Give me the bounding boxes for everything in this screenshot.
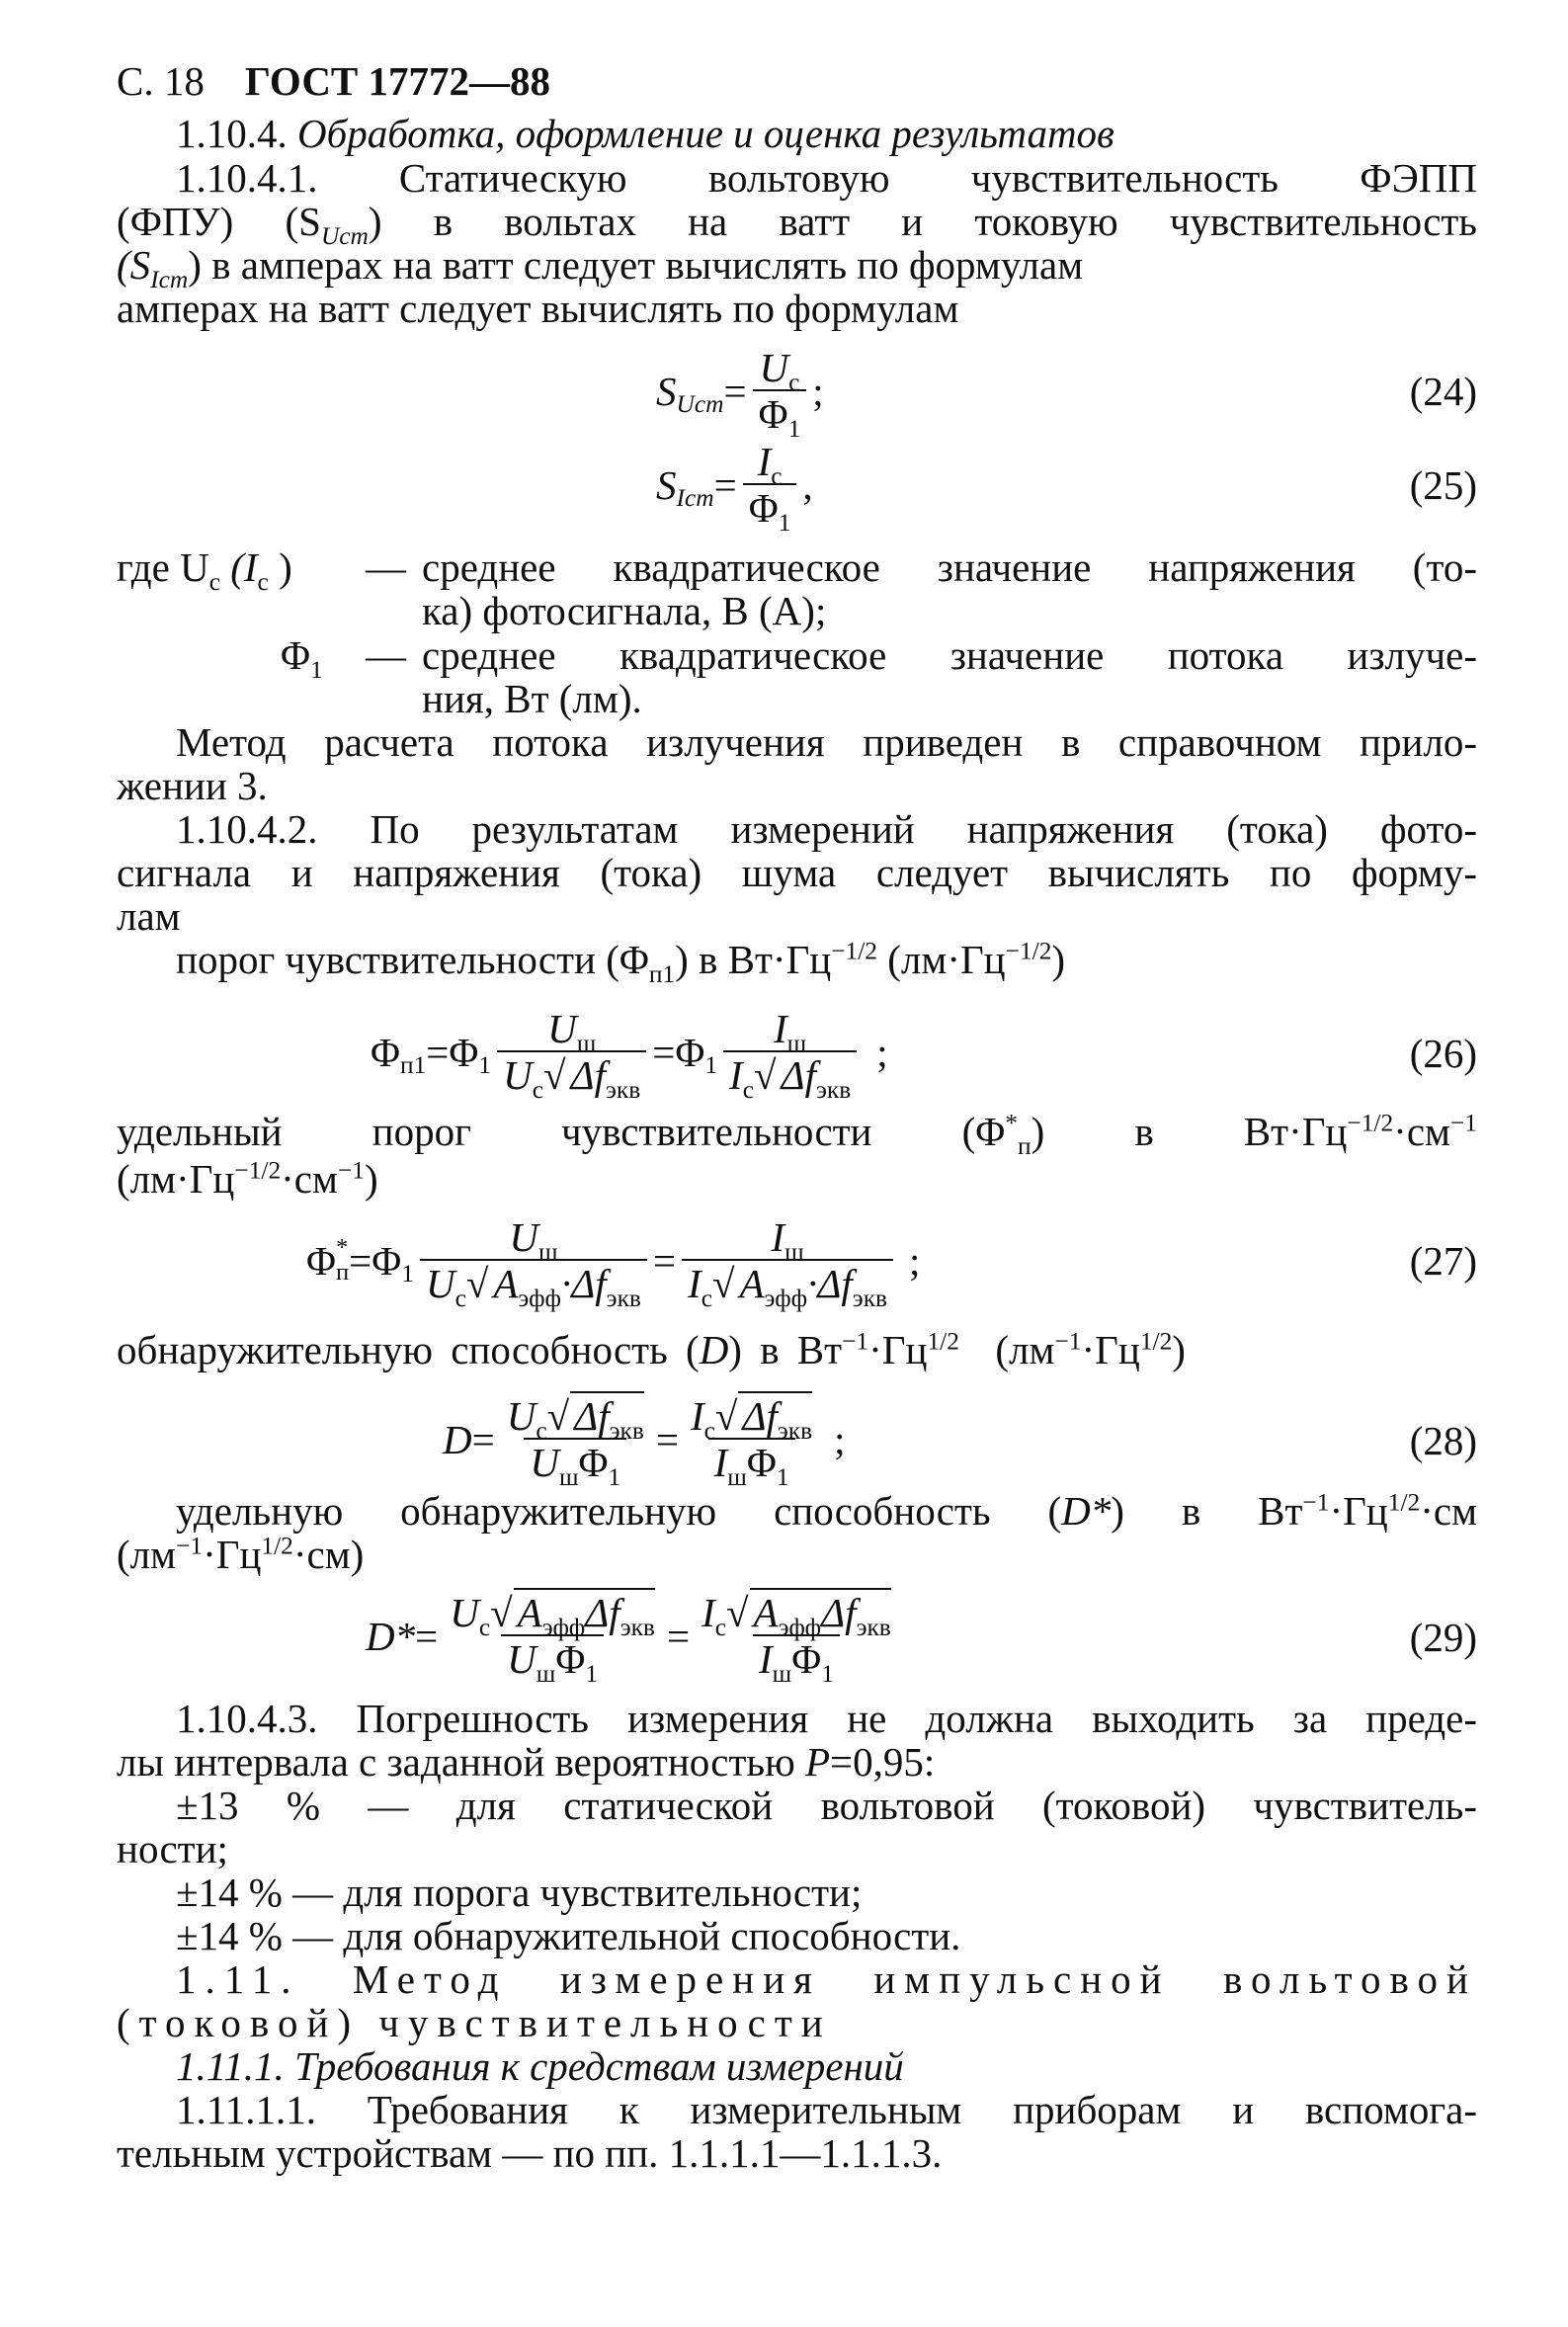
formula-number: (26): [1409, 1031, 1477, 1076]
superscript: −1/2: [234, 1156, 282, 1185]
numerator: I: [690, 1393, 704, 1439]
punctuation: ,: [802, 462, 813, 508]
subscript: с: [257, 568, 269, 597]
text: ) в Вт: [728, 1327, 843, 1372]
subscript: п1: [399, 1051, 427, 1080]
fraction: [420, 1214, 647, 1313]
fraction: [743, 439, 797, 538]
paragraph-line: жении 3.: [117, 763, 268, 808]
subscript: эфф: [541, 1614, 586, 1642]
sqrt-sign: √: [543, 1052, 566, 1098]
equals: =: [415, 1614, 439, 1659]
subscript: эфф: [778, 1614, 822, 1642]
subscript: эфф: [518, 1285, 561, 1313]
superscript: −1/2: [831, 937, 878, 965]
text: лы интервала с заданной вероятностью: [117, 1739, 805, 1785]
subscript: с: [701, 1285, 712, 1313]
superscript: −1: [1054, 1327, 1082, 1356]
text: удельный порог чувствительности (Φ: [117, 1109, 1006, 1154]
superscript: −1: [1302, 1488, 1330, 1517]
denominator: U: [507, 1636, 536, 1682]
formula-28: [443, 1393, 846, 1492]
symbol: Φ: [675, 1030, 705, 1075]
text: ·Гц: [203, 1532, 262, 1577]
subscript: экв: [815, 1076, 852, 1105]
subscript: экв: [606, 1285, 641, 1313]
symbol: D: [443, 1417, 472, 1462]
sqrt-sign: √: [546, 1393, 570, 1439]
sqrt-sign: √: [490, 1590, 513, 1635]
section-heading-1-10-4: [176, 112, 1477, 155]
denominator: Φ: [555, 1636, 586, 1682]
fraction: [685, 1393, 818, 1492]
subscript: 1: [776, 1463, 789, 1492]
subscript: 1: [821, 1660, 834, 1689]
text: ·Гц: [1329, 1488, 1388, 1534]
formula-number: (29): [1409, 1615, 1477, 1660]
subscript: ш: [786, 1030, 807, 1058]
denominator: Φ: [748, 485, 779, 531]
formula-25: [656, 439, 813, 538]
radicand: ·Δf: [807, 1261, 853, 1306]
text: ·см): [292, 1532, 365, 1577]
subscript: Uст: [676, 390, 724, 419]
paragraph-line: [117, 1157, 1477, 1201]
equals: =: [666, 1614, 691, 1659]
equals: =: [471, 1417, 495, 1462]
sqrt-sign: √: [726, 1590, 749, 1635]
text: (лм: [958, 1327, 1055, 1372]
text: порог чувствительности (Φ: [176, 937, 649, 982]
equals: =: [349, 1238, 372, 1284]
superscript: −1: [176, 1532, 204, 1560]
subscript: п: [1017, 1132, 1032, 1161]
paragraph-line: амперах на ватт следует вычислять по формулам: [117, 286, 959, 331]
paragraph-line: [176, 1489, 1477, 1533]
denominator: U: [503, 1052, 533, 1098]
symbol: Φ: [371, 1030, 400, 1075]
subscript: с: [703, 1417, 715, 1446]
radicand: Δf: [585, 1590, 620, 1635]
subscript: экв: [609, 1417, 644, 1446]
section-number: 1.10.4.: [176, 111, 288, 156]
subscript: с: [742, 1076, 754, 1105]
text: (лм·Гц: [877, 937, 1006, 982]
subscript: экв: [605, 1076, 641, 1105]
equals: =: [426, 1030, 450, 1075]
denominator: I: [758, 1636, 773, 1682]
denominator: U: [425, 1261, 455, 1306]
formula-26: [371, 1006, 888, 1105]
text: ·см: [1393, 1109, 1450, 1154]
sqrt-sign: √: [465, 1261, 489, 1306]
subscript: 1: [585, 1660, 599, 1689]
symbol: S: [656, 462, 677, 508]
where-definition: ния, Вт (лм).: [422, 676, 642, 721]
numerator: U: [506, 1393, 536, 1439]
subscript: ш: [537, 1238, 558, 1267]
text: (лм·Гц: [117, 1156, 235, 1202]
subscript: с: [454, 1285, 466, 1313]
section-title: Обработка, оформление и оценка результатов: [297, 111, 1114, 156]
subscript: 1: [608, 1463, 621, 1492]
superscript: −1: [1449, 1109, 1478, 1137]
superscript: *: [1005, 1109, 1018, 1137]
paragraph-line: ности;: [117, 1826, 228, 1871]
subscript: эфф: [764, 1285, 808, 1313]
section-number: 1.11.1.: [176, 2043, 285, 2089]
page-number: С. 18: [117, 58, 205, 104]
equals: =: [652, 1030, 676, 1075]
fraction: [497, 1006, 646, 1105]
subscript: с: [771, 462, 783, 491]
radicand: A: [493, 1261, 519, 1306]
denominator: I: [729, 1052, 743, 1098]
symbol: Φ: [449, 1030, 479, 1075]
superscript: 1/2: [1139, 1327, 1173, 1356]
denominator: Φ: [758, 391, 788, 437]
subscript: экв: [856, 1614, 891, 1642]
numerator: U: [509, 1214, 538, 1260]
subscript: с: [788, 369, 800, 397]
subscript: с: [478, 1614, 491, 1642]
text: ) в вольтах на ватт и токовую чувствительность: [368, 199, 1478, 244]
denominator: Φ: [791, 1636, 822, 1682]
equals: =: [723, 369, 747, 414]
punctuation: ;: [834, 1417, 846, 1462]
subscript: ш: [727, 1463, 747, 1492]
text: ) в амперах на ватт следует вычислять по формулам: [188, 242, 1084, 288]
text: ): [1051, 937, 1066, 982]
denominator: I: [688, 1261, 701, 1306]
radicand: Δf: [570, 1052, 606, 1098]
paragraph-line: [117, 242, 1477, 294]
dash: —: [366, 632, 406, 678]
subscript: п1: [648, 960, 676, 989]
punctuation: ;: [909, 1238, 921, 1284]
tolerance-item: ±14 % — для обнаружительной способности.: [176, 1913, 961, 1958]
fraction: [682, 1214, 893, 1313]
fraction: [723, 1006, 857, 1105]
text: ): [268, 544, 292, 590]
subscript: 1: [787, 415, 801, 444]
section-heading-1-11: 1.11. Метод измерения импульсной вольтовой: [176, 1956, 1477, 2002]
text: ) в Вт·Гц: [675, 937, 832, 982]
fraction: [696, 1590, 897, 1689]
paragraph-line: 1.10.4.2. По результатам измерений напряжения (тока) фото-: [176, 806, 1477, 852]
subscript: Iст: [150, 266, 189, 294]
radicand: A: [753, 1590, 779, 1635]
document-code: ГОСТ 17772—88: [244, 58, 551, 104]
text: обнаружительную способность (: [117, 1327, 700, 1372]
radicand: A: [739, 1261, 765, 1306]
paragraph-line: лам: [117, 893, 181, 939]
fraction: [501, 1393, 650, 1492]
radicand: Δf: [821, 1590, 857, 1635]
numerator: I: [757, 439, 772, 484]
subscript: 1: [704, 1051, 718, 1080]
radicand: Δf: [742, 1393, 778, 1439]
subscript: ш: [536, 1660, 556, 1689]
text: удельную обнаружительную способность (: [176, 1488, 1062, 1534]
text: (лм: [117, 1532, 177, 1577]
symbol: D*: [1061, 1488, 1112, 1534]
dash: —: [366, 544, 406, 590]
section-heading-1-11-1: [176, 2044, 1477, 2088]
subscript: экв: [619, 1614, 655, 1642]
sqrt-sign: √: [714, 1393, 738, 1439]
text: ·см: [1420, 1488, 1478, 1534]
paragraph-line: [117, 199, 1478, 251]
numerator: U: [759, 345, 789, 390]
subscript: п: [335, 1259, 350, 1286]
equals: =: [655, 1417, 679, 1462]
punctuation: ;: [812, 369, 824, 414]
denominator: Φ: [578, 1440, 609, 1485]
superscript: −1/2: [1347, 1109, 1394, 1137]
text: ): [365, 1156, 378, 1202]
denominator: Φ: [746, 1440, 777, 1485]
tolerance-item: ±13 % — для статической вольтовой (токовой) чувствитель-: [176, 1783, 1477, 1828]
paragraph-line: [117, 1328, 1477, 1371]
punctuation: ;: [876, 1030, 888, 1075]
subscript: ш: [772, 1660, 792, 1689]
text: (ФПУ) (S: [117, 199, 321, 244]
subscript: с: [208, 568, 220, 597]
numerator: U: [450, 1590, 479, 1635]
superscript: 1/2: [261, 1532, 293, 1560]
fraction: [753, 345, 807, 444]
subscript: Uст: [320, 222, 369, 251]
denominator: I: [713, 1440, 728, 1485]
section-heading-1-11: (токовой) чувствительности: [117, 2000, 832, 2045]
tolerance-item: ±14 % — для порога чувствительности;: [176, 1870, 863, 1915]
numerator: I: [701, 1590, 715, 1635]
numerator: I: [774, 1006, 787, 1051]
radicand: A: [517, 1590, 542, 1635]
subscript: с: [532, 1076, 543, 1105]
text: ·см: [281, 1156, 338, 1202]
symbol: D: [699, 1327, 729, 1372]
subscript: Iст: [676, 484, 714, 513]
superscript: −1: [337, 1156, 365, 1185]
subscript: с: [714, 1614, 726, 1642]
text: (S: [117, 242, 151, 288]
numerator: I: [771, 1214, 785, 1260]
formula-number: (25): [1409, 462, 1477, 508]
denominator: U: [530, 1440, 559, 1485]
text: ) в Вт·Гц: [1031, 1109, 1348, 1154]
radicand: Δf: [781, 1052, 816, 1098]
paragraph-line: [176, 937, 1477, 989]
superscript: 1/2: [927, 1327, 959, 1356]
subscript: с: [536, 1417, 547, 1446]
subscript: экв: [777, 1417, 813, 1446]
superscript: 1/2: [1387, 1488, 1421, 1517]
text: ) в Вт: [1111, 1488, 1303, 1534]
superscript: −1/2: [1005, 937, 1052, 965]
paragraph-line: тельным устройствам — по пп. 1.1.1.1—1.1.1.3.: [117, 2130, 943, 2176]
paragraph-line: [117, 1109, 1478, 1161]
subscript: 1: [401, 1260, 414, 1288]
formula-27: [306, 1214, 921, 1313]
numerator: U: [547, 1006, 577, 1051]
formula-number: (24): [1409, 369, 1477, 414]
paragraph-line: [117, 1533, 1477, 1576]
sqrt-sign: √: [711, 1261, 735, 1306]
formula-29: [366, 1590, 903, 1689]
paragraph-line: [117, 1740, 1477, 1784]
fraction: [444, 1590, 661, 1689]
radicand: ·Δf: [560, 1261, 607, 1306]
text: ·Гц: [1081, 1327, 1140, 1372]
subscript: 1: [309, 656, 323, 685]
symbol: P: [804, 1739, 831, 1785]
paragraph-line: 1.11.1.1. Требования к измерительным приборам и вспомога-: [176, 2087, 1477, 2132]
subscript: 1: [778, 509, 791, 538]
equals: =: [713, 462, 737, 508]
subscript: 1: [478, 1051, 492, 1080]
subscript: ш: [558, 1463, 579, 1492]
subscript: ш: [576, 1030, 597, 1058]
symbol: Φ: [371, 1238, 402, 1284]
symbol: D*: [366, 1614, 416, 1659]
sqrt-sign: √: [753, 1052, 777, 1098]
formula-24: [656, 345, 824, 444]
text: где U: [117, 544, 209, 590]
where-definition: среднее квадратическое значение напряжения (то-: [422, 544, 1477, 590]
paragraph-line: 1.10.4.3. Погрешность измерения не должна выходить за преде-: [176, 1696, 1477, 1741]
superscript: *: [335, 1234, 349, 1262]
where-definition: ка) фотосигнала, В (А);: [422, 588, 827, 633]
paragraph-line: сигнала и напряжения (тока) шума следует вычислять по форму-: [117, 850, 1477, 895]
symbol: S: [656, 369, 677, 414]
text: =0,95:: [830, 1739, 936, 1785]
radicand: Δf: [574, 1393, 610, 1439]
equals: =: [652, 1238, 677, 1284]
symbol: Φ: [306, 1238, 336, 1284]
section-title: Требования к средствам измерений: [293, 2043, 904, 2089]
text: ·Гц: [868, 1327, 928, 1372]
formula-number: (27): [1409, 1238, 1477, 1284]
superscript: −1: [842, 1327, 869, 1356]
paragraph-line: Метод расчета потока излучения приведен в справочном прило-: [176, 719, 1477, 765]
symbol: Φ: [281, 632, 310, 678]
subscript: экв: [852, 1285, 888, 1313]
subscript: ш: [784, 1238, 804, 1267]
paragraph-line: 1.10.4.1. Статическую вольтовую чувствительность ФЭПП: [176, 155, 1477, 201]
page-header: [117, 59, 1477, 103]
where-term-2: [281, 632, 360, 685]
text: (I: [219, 544, 258, 590]
formula-number: (28): [1409, 1418, 1477, 1463]
text: ): [1172, 1327, 1186, 1372]
where-definition: среднее квадратическое значение потока излуче-: [422, 632, 1477, 678]
where-term-1: [117, 544, 354, 597]
